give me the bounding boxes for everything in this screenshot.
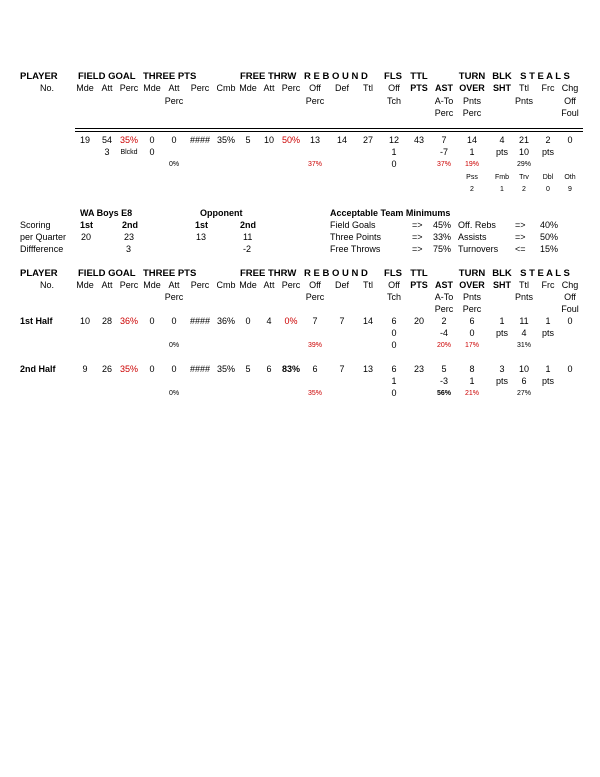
totals-cell: 37% (307, 161, 323, 168)
header-subcolumn: Chg (561, 280, 579, 290)
first-half-cell: 20% (436, 342, 452, 349)
turnover-type-label: Trv (519, 174, 529, 181)
totals-cell: 12 (388, 135, 400, 145)
first-half-cell: 10 (79, 316, 91, 326)
turnover-type-count: 2 (522, 186, 526, 193)
header-subcolumn: Perc (190, 280, 210, 290)
first-half-cell: 1st Half (20, 316, 53, 326)
first-half-cell: -4 (439, 328, 449, 338)
totals-cell: 19 (79, 135, 91, 145)
first-half-cell: 4 (266, 316, 272, 326)
header-group: FLS (384, 71, 402, 82)
scoring-cell: Assists (458, 232, 487, 242)
second-half-cell: 35% (216, 364, 236, 374)
header-group: TTL (410, 71, 428, 82)
scoring-cell: 2nd (122, 220, 139, 230)
first-half-cell: 11 (519, 316, 529, 326)
second-half-cell: 0 (567, 364, 573, 374)
first-half-cell: 28 (101, 316, 113, 326)
header-group: FREE THRW (240, 71, 297, 82)
header-group: FLS (384, 268, 402, 279)
totals-cell: 37% (436, 161, 452, 168)
totals-cell: 19% (464, 161, 480, 168)
header-subcolumn: A-To (434, 292, 454, 302)
second-half-cell: 27% (516, 390, 532, 397)
totals-cell: 3 (104, 147, 110, 157)
totals-cell: -7 (439, 147, 449, 157)
first-half-cell: 0 (391, 340, 397, 350)
second-half-cell: 6 (266, 364, 272, 374)
turnover-type-count: 0 (546, 186, 550, 193)
header-subcolumn: No. (40, 83, 55, 93)
first-half-cell: 14 (362, 316, 374, 326)
turnover-type-label: Dbl (542, 174, 554, 181)
scoring-cell: -2 (243, 244, 252, 254)
second-half-cell: pts (495, 376, 509, 386)
header-subcolumn: Att (263, 280, 275, 290)
second-half-cell: 35% (119, 364, 139, 374)
turnover-type-count: 1 (500, 186, 504, 193)
scoring-cell: Scoring (20, 220, 51, 230)
totals-cell: 14 (466, 135, 478, 145)
header-subcolumn: Cmb (216, 280, 236, 290)
header-group: THREE PTS (143, 268, 197, 279)
scoring-cell: 45% (433, 220, 452, 230)
header-group: PLAYER (20, 268, 58, 279)
header-subcolumn: Perc (434, 304, 454, 314)
header-subcolumn: No. (40, 280, 55, 290)
totals-cell: 27 (362, 135, 374, 145)
header-subcolumn: Mde (239, 280, 257, 290)
header-subcolumn: Perc (164, 96, 184, 106)
scoring-cell: Free Throws (330, 244, 381, 254)
first-half-cell: 1 (545, 316, 551, 326)
totals-cell: 10 (518, 147, 530, 157)
header-subcolumn: Perc (462, 108, 482, 118)
header-group: S T E A L S (520, 71, 570, 82)
first-half-cell: 0% (284, 316, 298, 326)
header-group: TTL (410, 268, 428, 279)
header-subcolumn: Off (564, 96, 576, 106)
totals-cell: pts (541, 147, 555, 157)
totals-cell: 50% (281, 135, 301, 145)
header-subcolumn: Off (388, 280, 400, 290)
header-subcolumn: A-To (434, 96, 454, 106)
scoring-cell: Three Points (330, 232, 382, 242)
header-subcolumn: Ttl (519, 280, 529, 290)
header-subcolumn: Ttl (363, 83, 373, 93)
totals-cell: 29% (516, 161, 532, 168)
header-group: R E B O U N D (304, 71, 368, 82)
second-half-cell: 21% (464, 390, 480, 397)
header-subcolumn: Mde (239, 83, 257, 93)
scoring-cell: Off. Rebs (458, 220, 496, 230)
scoring-cell: 1st (195, 220, 209, 230)
totals-cell: 1 (469, 147, 475, 157)
header-subcolumn: Pnts (462, 292, 482, 302)
header-subcolumn: Perc (305, 96, 325, 106)
header-subcolumn: Att (168, 280, 180, 290)
header-subcolumn: Off (564, 292, 576, 302)
totals-cell: 0 (149, 135, 155, 145)
turnover-type-label: Pss (466, 174, 478, 181)
first-half-cell: pts (541, 328, 555, 338)
second-half-cell: -3 (439, 376, 449, 386)
totals-cell: 0 (567, 135, 573, 145)
scoring-cell: => (412, 244, 423, 254)
totals-cell: 0% (168, 161, 180, 168)
header-subcolumn: Mde (143, 280, 161, 290)
header-subcolumn: Pnts (462, 96, 482, 106)
totals-cell: 0 (171, 135, 177, 145)
totals-cell: 14 (336, 135, 348, 145)
header-subcolumn: Ttl (519, 83, 529, 93)
header-subcolumn: SHT (493, 83, 511, 93)
second-half-cell: 26 (101, 364, 113, 374)
second-half-cell: 6 (391, 364, 397, 374)
header-subcolumn: Perc (281, 83, 301, 93)
turnover-type-count: 2 (470, 186, 474, 193)
first-half-cell: 6 (469, 316, 475, 326)
scoring-cell: 20 (81, 232, 92, 242)
header-subcolumn: PTS (410, 280, 428, 290)
totals-cell: 0 (149, 147, 155, 157)
scoring-cell: 50% (540, 232, 559, 242)
header-group: PLAYER (20, 71, 58, 82)
first-half-cell: 0% (168, 342, 180, 349)
scoring-heading: WA Boys E8 (80, 208, 133, 218)
totals-cell: 21 (518, 135, 530, 145)
header-subcolumn: Mde (76, 280, 94, 290)
scoring-cell: => (412, 220, 423, 230)
scoring-cell: 15% (540, 244, 559, 254)
totals-cell: 7 (441, 135, 447, 145)
totals-cell: 35% (216, 135, 236, 145)
second-half-cell: 1 (391, 376, 397, 386)
scoring-cell: 11 (243, 232, 253, 242)
header-subcolumn: Pnts (514, 292, 534, 302)
scoring-cell: Diffference (20, 244, 64, 254)
totals-rule-bottom (75, 131, 583, 132)
scoring-cell: 75% (433, 244, 452, 254)
header-group: FIELD GOAL (78, 268, 136, 279)
header-subcolumn: Frc (541, 83, 555, 93)
header-subcolumn: Perc (164, 292, 184, 302)
first-half-cell: 17% (464, 342, 480, 349)
second-half-cell: 1 (469, 376, 475, 386)
header-group: BLK (492, 71, 512, 82)
header-subcolumn: Att (101, 280, 113, 290)
second-half-cell: 9 (82, 364, 88, 374)
totals-rule-top (75, 128, 583, 129)
totals-cell: 35% (119, 135, 139, 145)
header-group: FREE THRW (240, 268, 297, 279)
second-half-cell: 6 (521, 376, 527, 386)
second-half-cell: 23 (413, 364, 425, 374)
totals-cell: 43 (413, 135, 425, 145)
first-half-cell: 7 (339, 316, 345, 326)
header-subcolumn: Ttl (363, 280, 373, 290)
header-subcolumn: Def (334, 280, 350, 290)
second-half-cell: 0 (149, 364, 155, 374)
totals-cell: Blckd (120, 149, 138, 156)
header-subcolumn: Perc (190, 83, 210, 93)
first-half-cell: 36% (216, 316, 236, 326)
header-subcolumn: Foul (561, 304, 579, 314)
scoring-cell: per Quarter (20, 232, 67, 242)
second-half-cell: 8 (469, 364, 475, 374)
second-half-cell: 1 (545, 364, 551, 374)
header-group: TURN (458, 268, 486, 279)
totals-cell: #### (189, 135, 211, 145)
scoring-heading: Acceptable Team Minimums (330, 208, 451, 218)
scoring-cell: 2nd (240, 220, 257, 230)
totals-cell: 4 (499, 135, 505, 145)
header-subcolumn: AST (435, 83, 453, 93)
header-subcolumn: Chg (561, 83, 579, 93)
header-subcolumn: Att (168, 83, 180, 93)
second-half-cell: 6 (312, 364, 318, 374)
second-half-cell: 3 (499, 364, 505, 374)
header-group: FIELD GOAL (78, 71, 136, 82)
scoring-cell: 23 (124, 232, 135, 242)
second-half-cell: 83% (281, 364, 301, 374)
totals-cell: 2 (545, 135, 551, 145)
turnover-type-label: Fmb (495, 174, 509, 181)
header-group: TURN (458, 71, 486, 82)
scoring-cell: 40% (540, 220, 559, 230)
header-group: S T E A L S (520, 268, 570, 279)
second-half-cell: 0 (171, 364, 177, 374)
scoring-cell: 33% (433, 232, 452, 242)
first-half-cell: 6 (391, 316, 397, 326)
totals-cell: 13 (309, 135, 321, 145)
turnover-type-count: 9 (568, 186, 572, 193)
header-subcolumn: Perc (462, 304, 482, 314)
second-half-cell: 35% (307, 390, 323, 397)
first-half-cell: 0 (149, 316, 155, 326)
second-half-cell: 10 (518, 364, 530, 374)
scoring-cell: 13 (196, 232, 207, 242)
totals-cell: 5 (245, 135, 251, 145)
scoring-cell: Turnovers (458, 244, 499, 254)
header-group: THREE PTS (143, 71, 197, 82)
header-subcolumn: OVER (459, 280, 485, 290)
first-half-cell: 0 (391, 328, 397, 338)
first-half-cell: 0 (567, 316, 573, 326)
header-subcolumn: Perc (281, 280, 301, 290)
header-subcolumn: Perc (119, 280, 139, 290)
first-half-cell: 7 (312, 316, 318, 326)
header-group: BLK (492, 268, 512, 279)
second-half-cell: 5 (245, 364, 251, 374)
scoring-cell: 1st (80, 220, 94, 230)
header-subcolumn: Off (309, 83, 321, 93)
header-subcolumn: Pnts (514, 96, 534, 106)
scoring-heading: Opponent (200, 208, 243, 218)
header-subcolumn: Mde (143, 83, 161, 93)
header-subcolumn: SHT (493, 280, 511, 290)
header-subcolumn: Tch (386, 292, 402, 302)
second-half-cell: #### (189, 364, 211, 374)
first-half-cell: 0 (245, 316, 251, 326)
scoring-cell: => (515, 220, 526, 230)
header-subcolumn: Cmb (216, 83, 236, 93)
header-subcolumn: Frc (541, 280, 555, 290)
header-subcolumn: Perc (305, 292, 325, 302)
header-subcolumn: Off (309, 280, 321, 290)
scoring-cell: 3 (126, 244, 132, 254)
header-subcolumn: Def (334, 83, 350, 93)
first-half-cell: pts (495, 328, 509, 338)
totals-cell: 10 (263, 135, 275, 145)
header-subcolumn: Mde (76, 83, 94, 93)
header-subcolumn: PTS (410, 83, 428, 93)
totals-cell: 1 (391, 147, 397, 157)
header-subcolumn: Tch (386, 96, 402, 106)
first-half-cell: 39% (307, 342, 323, 349)
first-half-cell: #### (189, 316, 211, 326)
second-half-cell: 7 (339, 364, 345, 374)
header-subcolumn: Att (263, 83, 275, 93)
second-half-cell: 0 (391, 388, 397, 398)
scoring-cell: => (412, 232, 423, 242)
totals-cell: pts (495, 147, 509, 157)
turnover-type-label: Oth (564, 174, 576, 181)
second-half-cell: 0% (168, 390, 180, 397)
second-half-cell: 2nd Half (20, 364, 56, 374)
first-half-cell: 31% (516, 342, 532, 349)
first-half-cell: 36% (119, 316, 139, 326)
first-half-cell: 2 (441, 316, 447, 326)
totals-cell: 0 (391, 159, 397, 169)
first-half-cell: 1 (499, 316, 505, 326)
header-subcolumn: Perc (119, 83, 139, 93)
header-subcolumn: OVER (459, 83, 485, 93)
first-half-cell: 4 (521, 328, 527, 338)
header-subcolumn: Perc (434, 108, 454, 118)
first-half-cell: 0 (171, 316, 177, 326)
header-group: R E B O U N D (304, 268, 368, 279)
scoring-cell: => (515, 232, 526, 242)
scoring-cell: Field Goals (330, 220, 376, 230)
second-half-cell: 56% (436, 390, 452, 397)
first-half-cell: 0 (469, 328, 475, 338)
header-subcolumn: Foul (561, 108, 579, 118)
header-subcolumn: Off (388, 83, 400, 93)
first-half-cell: 20 (413, 316, 425, 326)
second-half-cell: pts (541, 376, 555, 386)
second-half-cell: 13 (362, 364, 374, 374)
totals-cell: 54 (101, 135, 113, 145)
scoring-cell: <= (515, 244, 526, 254)
header-subcolumn: Att (101, 83, 113, 93)
second-half-cell: 5 (441, 364, 447, 374)
header-subcolumn: AST (435, 280, 453, 290)
